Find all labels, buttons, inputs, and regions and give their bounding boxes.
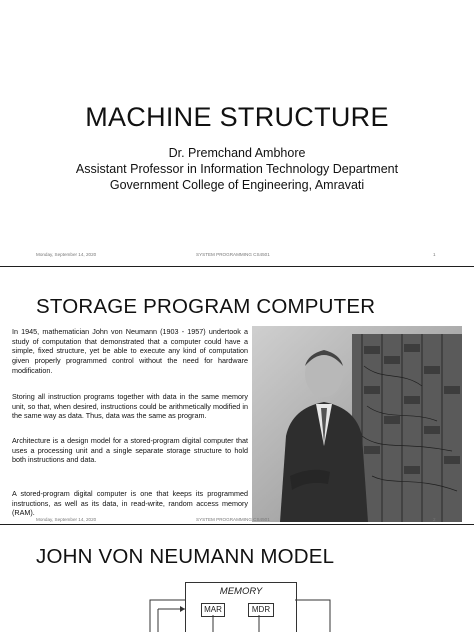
- slide-storage-program: [0, 267, 474, 524]
- footer-date: Monday, September 14, 2020: [36, 252, 97, 257]
- memory-label: MEMORY: [219, 586, 263, 597]
- slide-heading: JOHN VON NEUMANN MODEL: [36, 545, 335, 568]
- paragraph-stored-program-computer: A stored-program digital computer is one that keeps its programmed instructions, as well as its data, in read-write, random access memory (RAM).: [12, 489, 248, 518]
- footer-course: SYSTEM PROGRAMMING CS4501: [196, 517, 270, 522]
- mar-register: MAR: [201, 603, 225, 617]
- paragraph-von-neumann-study: In 1945, mathematician John von Neumann (1903 - 1957) undertook a study of computation that demonstrated that a computer could have a simple, fixed structure, yet be able to execute any kind of computation given properly programmed control without the need for hardware modification.: [12, 327, 248, 375]
- slide-von-neumann-model: [0, 525, 474, 632]
- diagram-connector-lines: [0, 525, 474, 632]
- author-name: Dr. Premchand Ambhore: [168, 146, 306, 160]
- paragraph-architecture: Architecture is a design model for a stored-program digital computer that uses a processing unit and a single separate storage structure to hold both instructions and data.: [12, 436, 248, 465]
- institute-name: Government College of Engineering, Amravati: [109, 178, 365, 192]
- slide-heading: STORAGE PROGRAM COMPUTER: [36, 295, 376, 318]
- paragraph-storing-instructions: Storing all instruction programs together with data in the same memory unit, so that, when desired, instructions could be arithmetically modified in the same way as data. Thus, data was the same as program.: [12, 392, 248, 421]
- slide-title: [0, 0, 474, 266]
- author-position: Assistant Professor in Information Technology Department: [75, 162, 399, 176]
- footer-course: SYSTEM PROGRAMMING CS4501: [196, 252, 270, 257]
- mdr-register: MDR: [248, 603, 274, 617]
- footer-page-number: 2: [433, 517, 436, 522]
- slide-title-heading: MACHINE STRUCTURE: [85, 102, 389, 132]
- von-neumann-photo: [252, 326, 462, 522]
- footer-date: Monday, September 14, 2020: [36, 517, 97, 522]
- footer-page-number: 1: [433, 252, 436, 257]
